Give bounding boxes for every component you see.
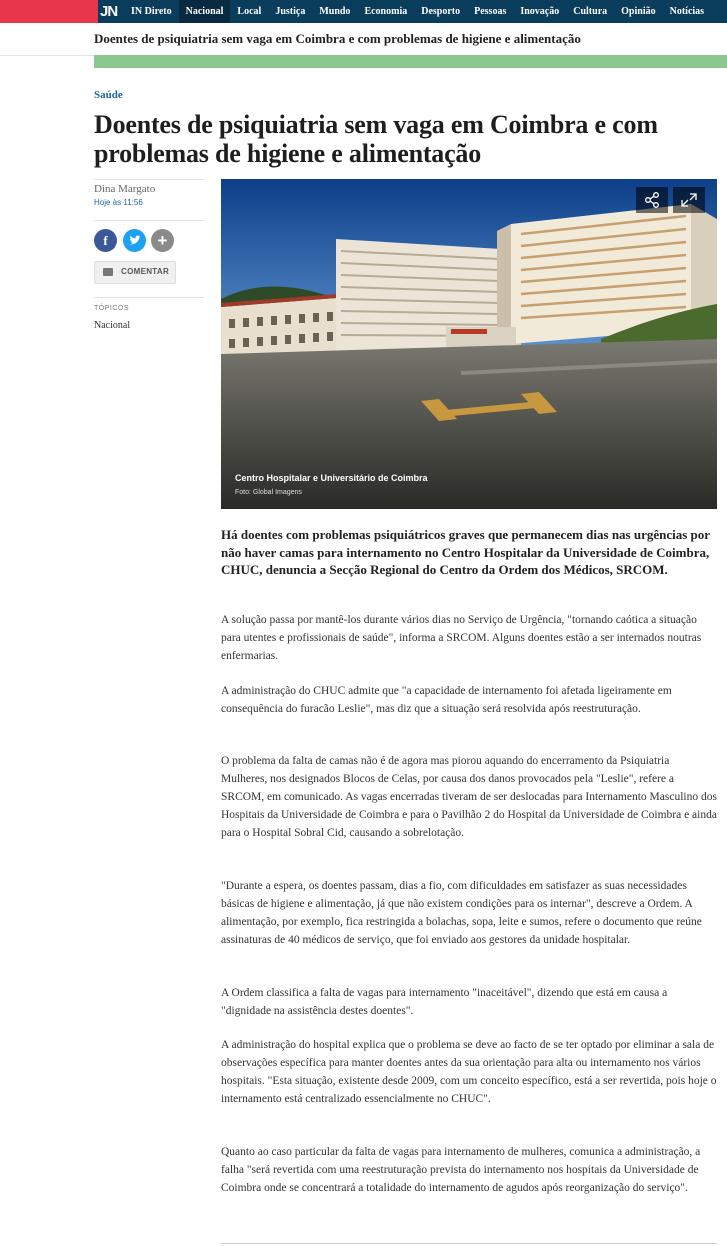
expand-icon: [673, 187, 705, 213]
brand-stripe: [0, 0, 98, 23]
article-paragraph: Quanto ao caso particular da falta de vagas para internamento de mulheres, comunica a administração, a falha "será revertida com uma reestruturação prevista do internamento nos hospitais da Universidade de Coimbra onde se concentrará a totalidade do internamento de agudos após reorganização do serviço".: [221, 1146, 701, 1194]
article-paragraph: A administração do CHUC admite que "a capacidade de internamento foi afetada ligeiramente em consequência do furacão Leslie", mas diz que a situação será resolvida após reestruturação.: [221, 685, 672, 715]
nav-item-cultura[interactable]: Cultura: [573, 6, 608, 17]
hospital-photo-illustration: [221, 179, 717, 509]
divider: [94, 179, 204, 180]
divider: [94, 220, 204, 221]
nav-item-justica[interactable]: Justiça: [275, 6, 306, 17]
article-paragraph: A administração do hospital explica que o problema se deve ao facto de se ter optado por eliminar a sala de observações específica para manter doentes antes da sua orientação para alta ou internamento nos vários hospitais. "Esta situação, existente desde 2009, com um conceito específico, está a ser revertida, pois hoje o internamento está centralizado essencialmente no CHUC".: [221, 1039, 717, 1105]
nav-item-pessoas[interactable]: Pessoas: [474, 6, 507, 17]
nav-item-nacional[interactable]: Nacional: [179, 0, 231, 23]
main-nav: [124, 0, 711, 23]
article-paragraph: O problema da falta de camas não é de agora mas piorou aquando do encerramento da Psiquiatria Mulheres, nos designados Blocos de Celas, por causa dos danos provocados pela "Leslie", refere a SRCOM, em comunicado. As vagas encerradas tiveram de ser deslocadas para Internamento Masculino dos Hospitais da Universidade de Coimbra e para o Pavilhão 2 do Hospital da Universidade de Coimbra e ainda para o Hospital Sobral Cid, causando a sobrelotação.: [221, 755, 717, 839]
comment-icon: [103, 268, 113, 276]
article-title: Doentes de psiquiatria sem vaga em Coimbra e com problemas de higiene e alimentação: [94, 110, 658, 168]
article-paragraph: A solução passa por mantê-los durante vários dias no Serviço de Urgência, "tornando caótica a situação para utentes e profissionais de saúde", informa a SRCOM. Alguns doentes estão a ser internados noutras enfermarias.: [221, 614, 702, 662]
article-paragraph: "Durante a espera, os doentes passam, dias a fio, com dificuldades em satisfazer as suas necessidades básicas de higiene e alimentação, já que não existem condições para os internar", descreve a Ordem. A alimentação, por exemplo, fica restringida a bolachas, sopa, leite e sumos, refere o documento que reúne assinaturas de 40 médicos de serviço, que foi enviado aos gestores da unidade hospitalar.: [221, 880, 702, 946]
top-nav-bar: [0, 0, 727, 23]
comment-button[interactable]: [94, 261, 176, 284]
sticky-article-title: Doentes de psiquiatria sem vaga em Coimbra e com problemas de higiene e alimentação: [94, 31, 581, 46]
hero-photo[interactable]: [221, 179, 717, 509]
nav-item-in-direto[interactable]: IN Direto: [131, 6, 172, 17]
photo-caption: Centro Hospitalar e Universitário de Coimbra: [235, 473, 428, 483]
section-label[interactable]: Saúde: [94, 89, 123, 101]
share-photo-button[interactable]: [636, 187, 668, 213]
publish-date: Hoje às 11:56: [94, 198, 143, 207]
topics-heading: TÓPICOS: [94, 305, 130, 312]
divider: [94, 297, 204, 298]
nav-item-local[interactable]: Local: [237, 6, 262, 17]
expand-photo-button[interactable]: [673, 187, 705, 213]
nav-item-economia[interactable]: Economia: [364, 6, 408, 17]
nav-item-mundo[interactable]: Mundo: [319, 6, 351, 17]
article-paragraph: A Ordem classifica a falta de vagas para internamento "inaceitável", dizendo que está em causa a "dignidade na assistência destes doentes".: [221, 987, 668, 1017]
nav-item-opiniao[interactable]: Opinião: [621, 6, 656, 17]
nav-item-desporto[interactable]: Desporto: [421, 6, 461, 17]
nav-item-noticias[interactable]: Notícias: [669, 6, 705, 17]
comment-label: COMENTAR: [121, 267, 170, 276]
photo-credit: Foto: Global Imagens: [235, 489, 302, 496]
facebook-share-icon[interactable]: f: [94, 229, 117, 252]
twitter-share-icon[interactable]: [123, 229, 146, 252]
nav-item-inovacao[interactable]: Inovação: [520, 6, 560, 17]
section-color-bar: [94, 55, 727, 68]
topic-link[interactable]: Nacional: [94, 320, 131, 331]
divider: [221, 1243, 717, 1244]
more-share-icon[interactable]: +: [151, 229, 174, 252]
article-lead: Há doentes com problemas psiquiátricos graves que permanecem dias nas urgências por não haver camas para internamento no Centro Hospitalar da Universidade de Coimbra, CHUC, denuncia a Secção Regional do Centro da Ordem dos Médicos, SRCOM.: [221, 527, 710, 577]
jn-logo[interactable]: JN: [100, 3, 118, 20]
sticky-article-header: [0, 23, 727, 56]
share-icon: [636, 187, 668, 213]
author-name[interactable]: Dina Margato: [94, 183, 156, 195]
